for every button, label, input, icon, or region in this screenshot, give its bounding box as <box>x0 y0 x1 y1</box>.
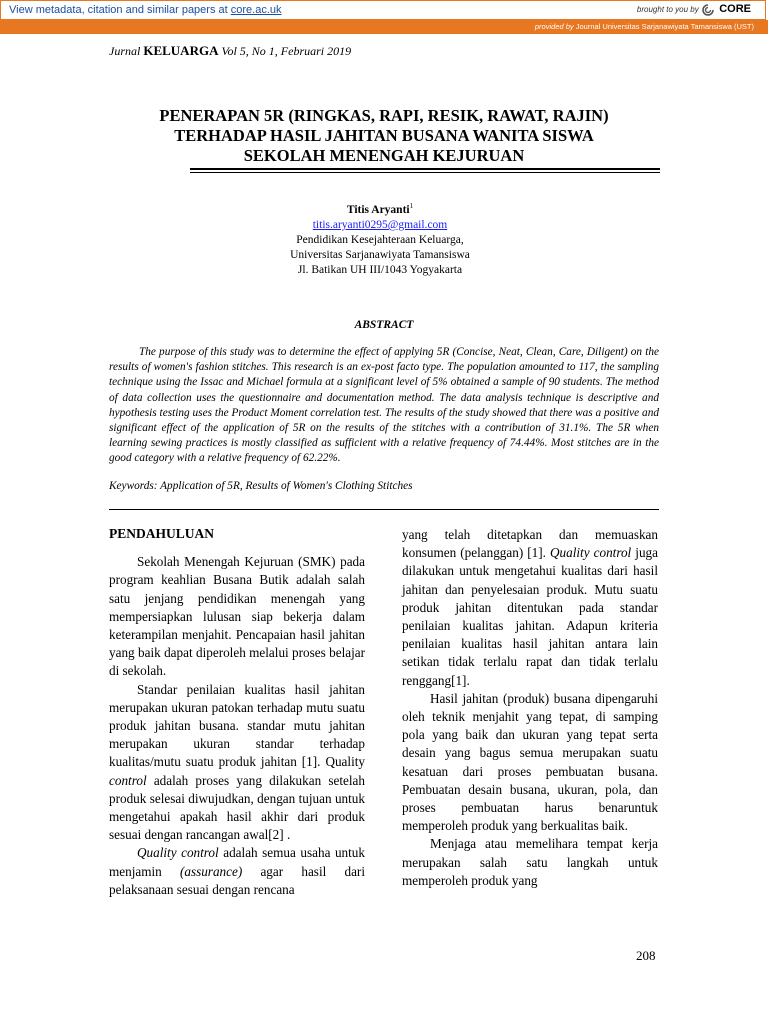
abstract-divider <box>109 509 659 510</box>
journal-issue: Vol 5, No 1, Februari 2019 <box>221 44 352 58</box>
title-divider <box>190 168 660 170</box>
core-metadata-text: View metadata, citation and similar papers at core.ac.uk <box>9 4 282 16</box>
journal-name: KELUARGA <box>143 43 219 58</box>
author-address: Jl. Batikan UH III/1043 Yogyakarta <box>297 263 463 276</box>
author-name: Titis Aryanti <box>346 203 410 216</box>
core-link[interactable]: core.ac.uk <box>230 4 282 16</box>
author-affiliation: Pendidikan Kesejahteraan Keluarga, <box>296 233 464 246</box>
paragraph: Sekolah Menengah Kejuruan (SMK) pada program keahlian Busana Butik adalah salah satu jenjang pendidikan menengah yang mempersiapkan lulusan siap bekerja dalam keterampilan menjahit. Pencapaian hasil jahitan yang baik dapat diperoleh melalui proses belajar di sekolah. <box>109 554 365 679</box>
core-brought-by: brought to you by CORE <box>636 3 751 15</box>
core-banner <box>0 0 766 20</box>
abstract-text: The purpose of this study was to determine the effect of applying 5R (Concise, Neat, Clean, Care, Diligent) on the results of women's fashion stitches. This research is an ex-post facto type. The population amounted to 117, the sampling technique using the Issac and Michael formula at a significant level of 5% obtained a sample of 90 students. The method of data collection uses the questionnaire and documentation method. The data analysis technique is descriptive and hypothesis testing uses the Product Moment correlation test. The results of the study showed that there was a positive and significant effect of the application of 5R on the results of the stitches with a contribution of 31.1%. The 5R when learning sewing practices is mostly classified as sufficient with a relative frequency of 74.44%. Most stitches are in the good category with a relative frequency of 62.22%. <box>109 346 659 465</box>
page-number: 208 <box>636 948 656 963</box>
abstract-heading: ABSTRACT <box>354 319 414 331</box>
paragraph: Hasil jahitan (produk) busana dipengaruhi oleh teknik menjahit yang tepat, di samping pola yang baik dan ukuran yang tepat serta desain yang bagus semua merupakan suatu kesatuan dari proses pembuatan busana. Pembuatan desain busana, ukuran, pola, dan proses pembuatan harus benaruntuk memperoleh produk yang berkualitas baik. <box>402 690 658 834</box>
left-column <box>109 525 365 899</box>
paragraph: Standar penilaian kualitas hasil jahitan merupakan ukuran patokan terhadap mutu suatu produk jahitan busana. standar mutu jahitan merupakan ukuran standar terhadap kualitas/mutu suatu produk jahitan [1]. Quality control adalah proses yang dilakukan setelah produk selesai diwujudkan, dengan tujuan untuk mengetahui apakah hasil akhir dari produk sesuai dengan rancangan awal[2] . <box>109 681 365 843</box>
author-university: Universitas Sarjanawiyata Tamansiswa <box>290 248 470 261</box>
author-block: Titis Aryanti$^1$ titis.aryanti0295@gmail.com Pendidikan Kesejahteraan Keluarga, Universitas Sarjanawiyata Tamansiswa Jl. Batikan UH III/1043 Yogyakarta <box>230 199 530 278</box>
title-divider-thin <box>190 172 660 173</box>
paragraph: yang telah ditetapkan dan memuaskan konsumen (pelanggan) [1]. Quality control juga dilakukan untuk mengetahui kualitas dari hasil jahitan dan penyelesaian produk. Mutu suatu produk jahitan ditentukan pada standar penilaian kualitas jahitan. Adapun kriteria penilaian kualitas hasil jahitan antara lain setikan tidak terlalu rapat dan tidak terlalu renggang[1]. <box>402 527 658 688</box>
journal-header: Jurnal KELUARGA Vol 5, No 1, Februari 2019 <box>109 43 352 58</box>
core-brand[interactable]: CORE <box>719 3 751 15</box>
provided-by-bar: provided by Journal Universitas Sarjanawiyata Tamansiswa (UST) <box>0 20 768 34</box>
paragraph: Quality control adalah semua usaha untuk menjamin (assurance) agar hasil dari pelaksanaan sesuai dengan rencana <box>109 845 365 897</box>
paper-title: PENERAPAN 5R (RINGKAS, RAPI, RESIK, RAWAT, RAJIN) TERHADAP HASIL JAHITAN BUSANA WANITA SISWA SEKOLAH MENENGAH KEJURUAN <box>159 106 609 165</box>
right-column <box>402 526 658 890</box>
core-logo-icon <box>701 4 715 16</box>
section-heading: PENDAHULUAN <box>109 526 215 541</box>
paragraph: Menjaga atau memelihara tempat kerja merupakan salah satu langkah untuk memperoleh produk yang <box>402 836 658 888</box>
keywords: Keywords: Application of 5R, Results of Women's Clothing Stitches <box>109 480 413 492</box>
author-email-link[interactable]: titis.aryanti0295@gmail.com <box>312 218 448 231</box>
